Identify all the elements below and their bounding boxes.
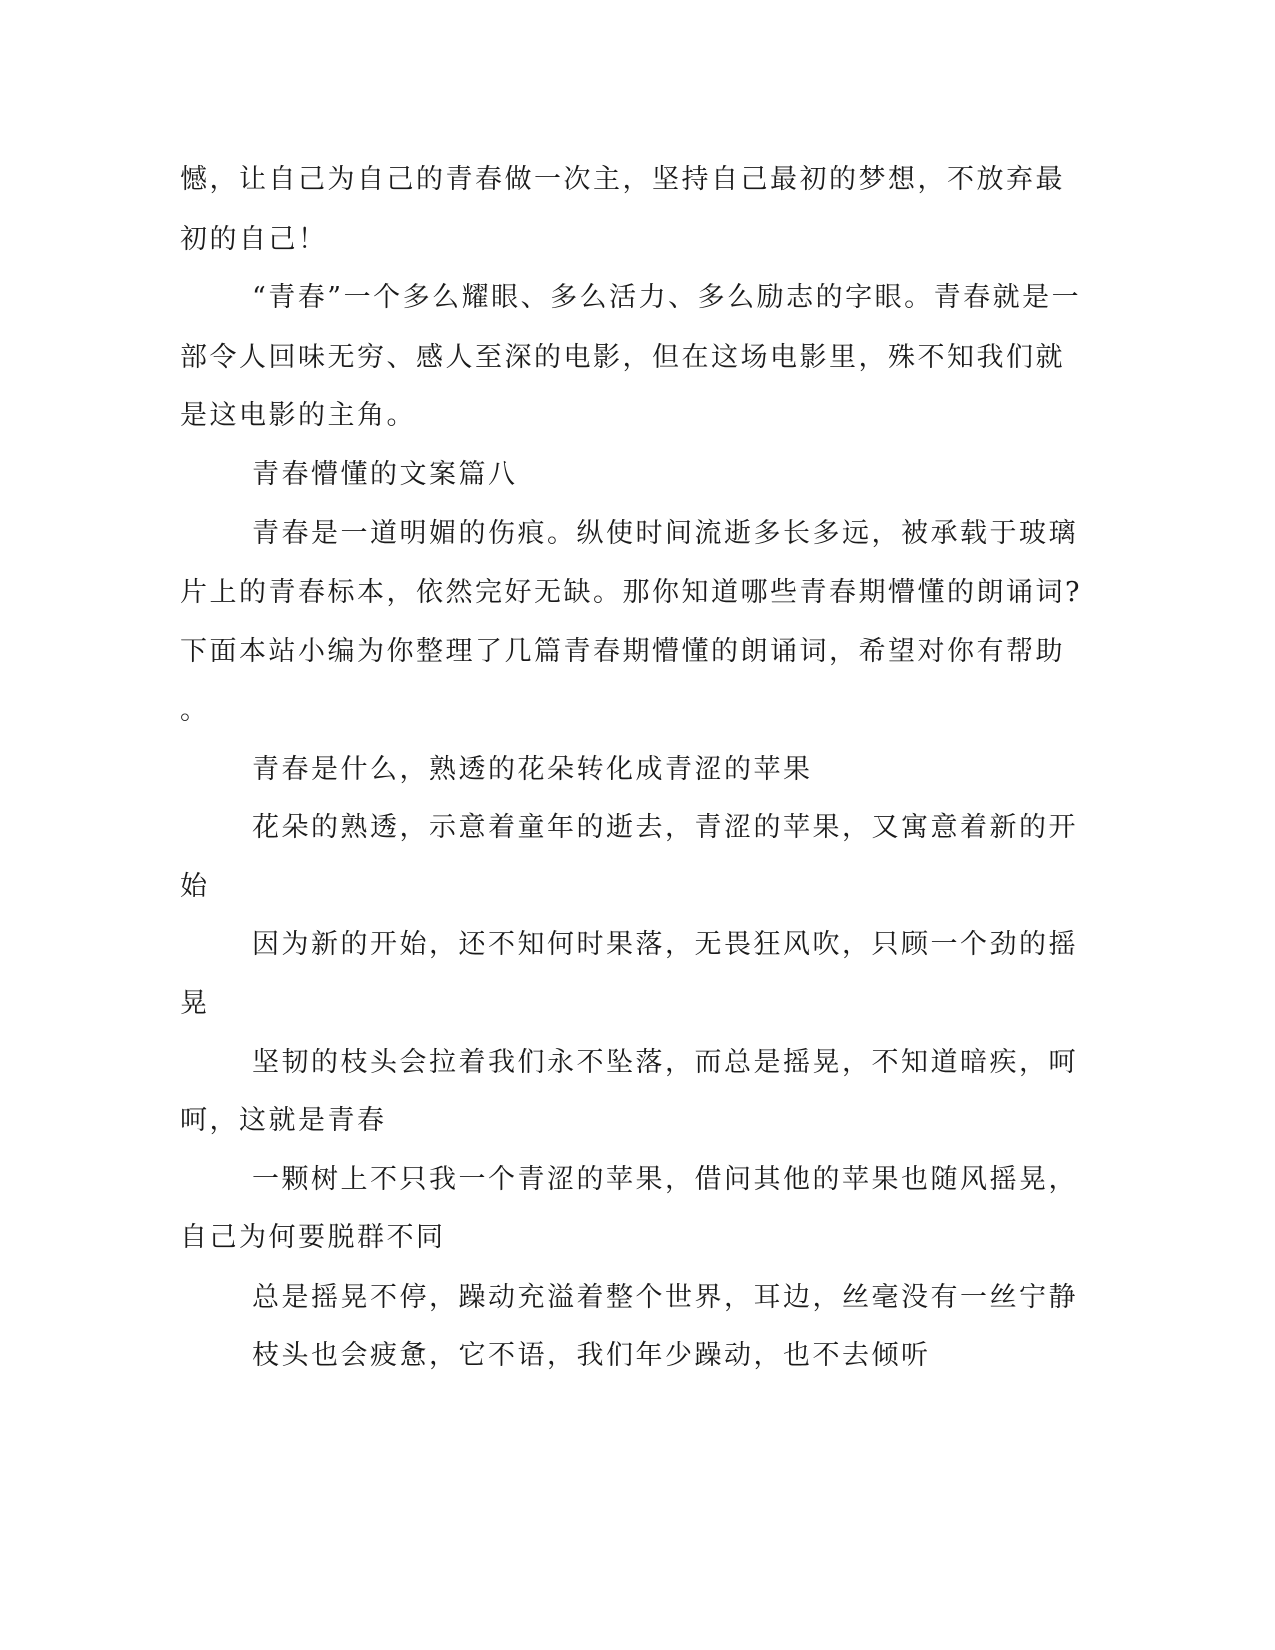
text-line: 片上的青春标本，依然完好无缺。那你知道哪些青春期懵懂的朗诵词? [180,577,1082,608]
text-line: 。 [180,695,210,726]
paragraph-start-line: 坚韧的枝头会拉着我们永不坠落，而总是摇晃，不知道暗疾，呵 [252,1047,1078,1078]
text-line: 呵，这就是青春 [180,1105,387,1136]
paragraph-start-line: 一颗树上不只我一个青涩的苹果，借问其他的苹果也随风摇晃， [252,1164,1078,1195]
text-line: 初的自己！ [180,224,328,255]
text-line: 下面本站小编为你整理了几篇青春期懵懂的朗诵词，希望对你有帮助 [180,636,1065,667]
section-heading: 青春懵懂的文案篇八 [252,459,518,490]
text-line: 憾，让自己为自己的青春做一次主，坚持自己最初的梦想，不放弃最 [180,164,1065,195]
paragraph-start-line: 总是摇晃不停，躁动充溢着整个世界，耳边，丝毫没有一丝宁静 [252,1282,1078,1313]
text-line: 晃 [180,988,210,1019]
paragraph-start-line: 花朵的熟透，示意着童年的逝去，青涩的苹果，又寓意着新的开 [252,812,1078,843]
text-line: 是这电影的主角。 [180,400,416,431]
paragraph-start-line: 青春是一道明媚的伤痕。纵使时间流逝多长多远，被承载于玻璃 [252,518,1078,549]
paragraph-start-line: “青春”一个多么耀眼、多么活力、多么励志的字眼。青春就是一 [252,282,1082,313]
text-line: 始 [180,871,210,902]
text-line: 自己为何要脱群不同 [180,1222,446,1253]
paragraph-start-line: 青春是什么，熟透的花朵转化成青涩的苹果 [252,754,813,785]
paragraph-start-line: 枝头也会疲惫，它不语，我们年少躁动，也不去倾听 [252,1340,931,1371]
text-line: 部令人回味无穷、感人至深的电影，但在这场电影里，殊不知我们就 [180,342,1065,373]
paragraph-start-line: 因为新的开始，还不知何时果落，无畏狂风吹，只顾一个劲的摇 [252,929,1078,960]
